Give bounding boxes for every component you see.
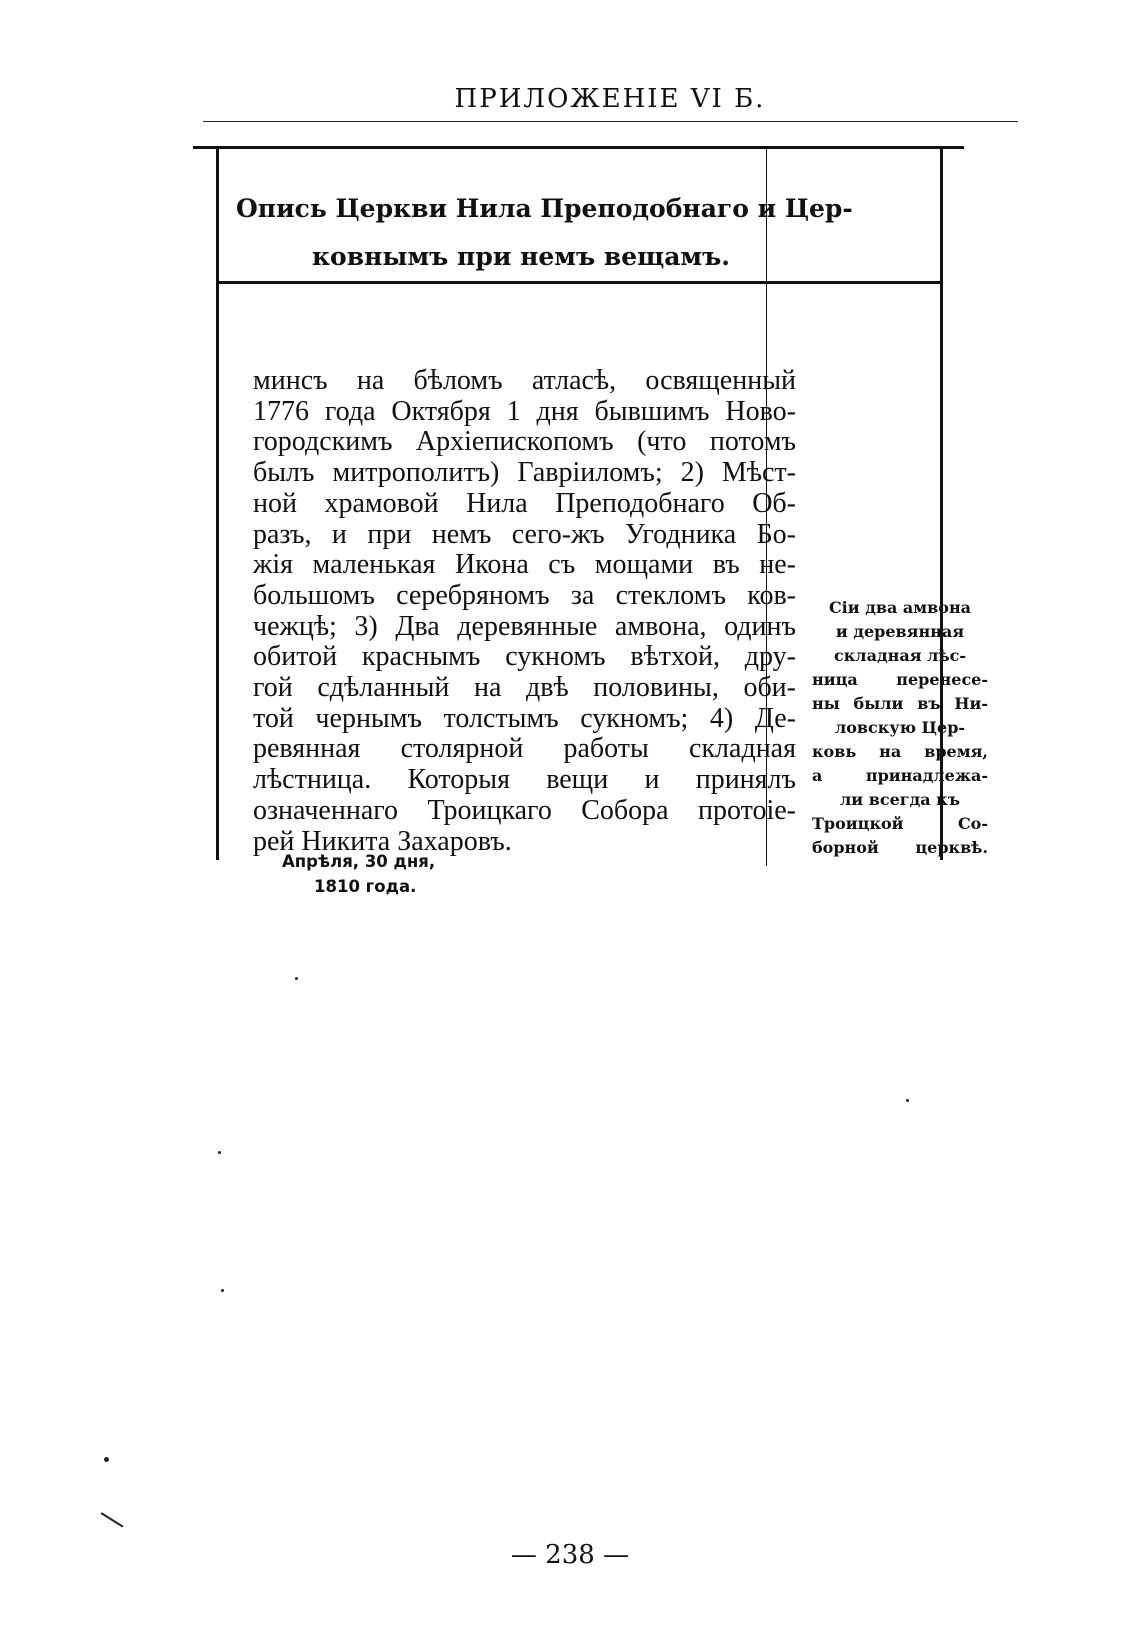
running-head: ПРИЛОЖЕНІЕ VI Б. [454, 84, 766, 114]
body-line: большомъ серебряномъ за стекломъ ков- [253, 579, 796, 611]
note-line: борной церквѣ. [812, 838, 988, 857]
note-line: ковь на время, [812, 742, 988, 761]
body-paragraph [253, 366, 796, 857]
body-line: разъ, и при немъ сего-жъ Угодника Бо- [253, 518, 796, 550]
note-line: складная лѣс- [834, 646, 966, 665]
date-line: 1810 года. [314, 877, 417, 896]
note-line: ловскую Цер- [834, 718, 966, 737]
body-line: жія маленькая Икона съ мощами въ не- [253, 549, 796, 581]
scan-speck [100, 1512, 123, 1527]
note-line: Троицкой Со- [812, 814, 988, 833]
body-line: означеннаго Троицкаго Собора протоіе- [253, 794, 796, 826]
page-number: — 238 — [510, 1540, 630, 1570]
body-line: ной храмовой Нила Преподобнаго Об- [253, 487, 796, 519]
note-line: и деревянная [835, 622, 965, 641]
date-line: Апрѣля, 30 дня, [282, 852, 436, 871]
body-line: гой сдѣланный на двѣ половины, оби- [253, 672, 796, 704]
header-rule [203, 121, 1018, 122]
body-line: лѣстница. Которыя вещи и принялъ [253, 764, 796, 796]
note-line: ли всегда къ [840, 790, 960, 809]
note-line: ны были въ Ни- [812, 694, 988, 713]
body-line: той чернымъ толстымъ сукномъ; 4) Де- [253, 702, 796, 734]
scan-speck [218, 1151, 221, 1154]
margin-note [812, 596, 988, 860]
title-line: ковнымъ при немъ вещамъ. [311, 242, 730, 271]
body-line: минсъ на бѣломъ атласѣ, освященный [253, 365, 796, 396]
body-line: 1776 года Октября 1 дня бывшимъ Ново- [253, 395, 796, 427]
note-line: ница перенесе- [812, 670, 988, 689]
title-line: Опись Церкви Нила Преподобнаго и Цер- [236, 194, 853, 223]
body-line: обитой краснымъ сукномъ вѣтхой, дру- [253, 641, 796, 673]
note-line: Сіи два амвона [828, 598, 972, 617]
body-line: городскимъ Архіепископомъ (что потомъ [253, 426, 796, 458]
table-header-divider [216, 281, 941, 284]
note-line: а принадлежа- [812, 766, 988, 785]
body-line: ревянная столярной работы складная [253, 733, 796, 765]
document-title [236, 185, 853, 281]
body-line: рей Никита Захаровъ. [253, 825, 512, 857]
table-top-border [193, 146, 964, 149]
table-left-border [216, 148, 219, 860]
scan-speck [104, 1457, 109, 1462]
scan-speck [906, 1099, 909, 1102]
body-line: былъ митрополитъ) Гавріиломъ; 2) Мѣст- [253, 457, 796, 489]
document-date [282, 849, 482, 899]
scan-speck [221, 1289, 224, 1292]
scan-speck [295, 977, 298, 980]
body-line: чежцѣ; 3) Два деревянные амвона, одинъ [253, 610, 796, 642]
